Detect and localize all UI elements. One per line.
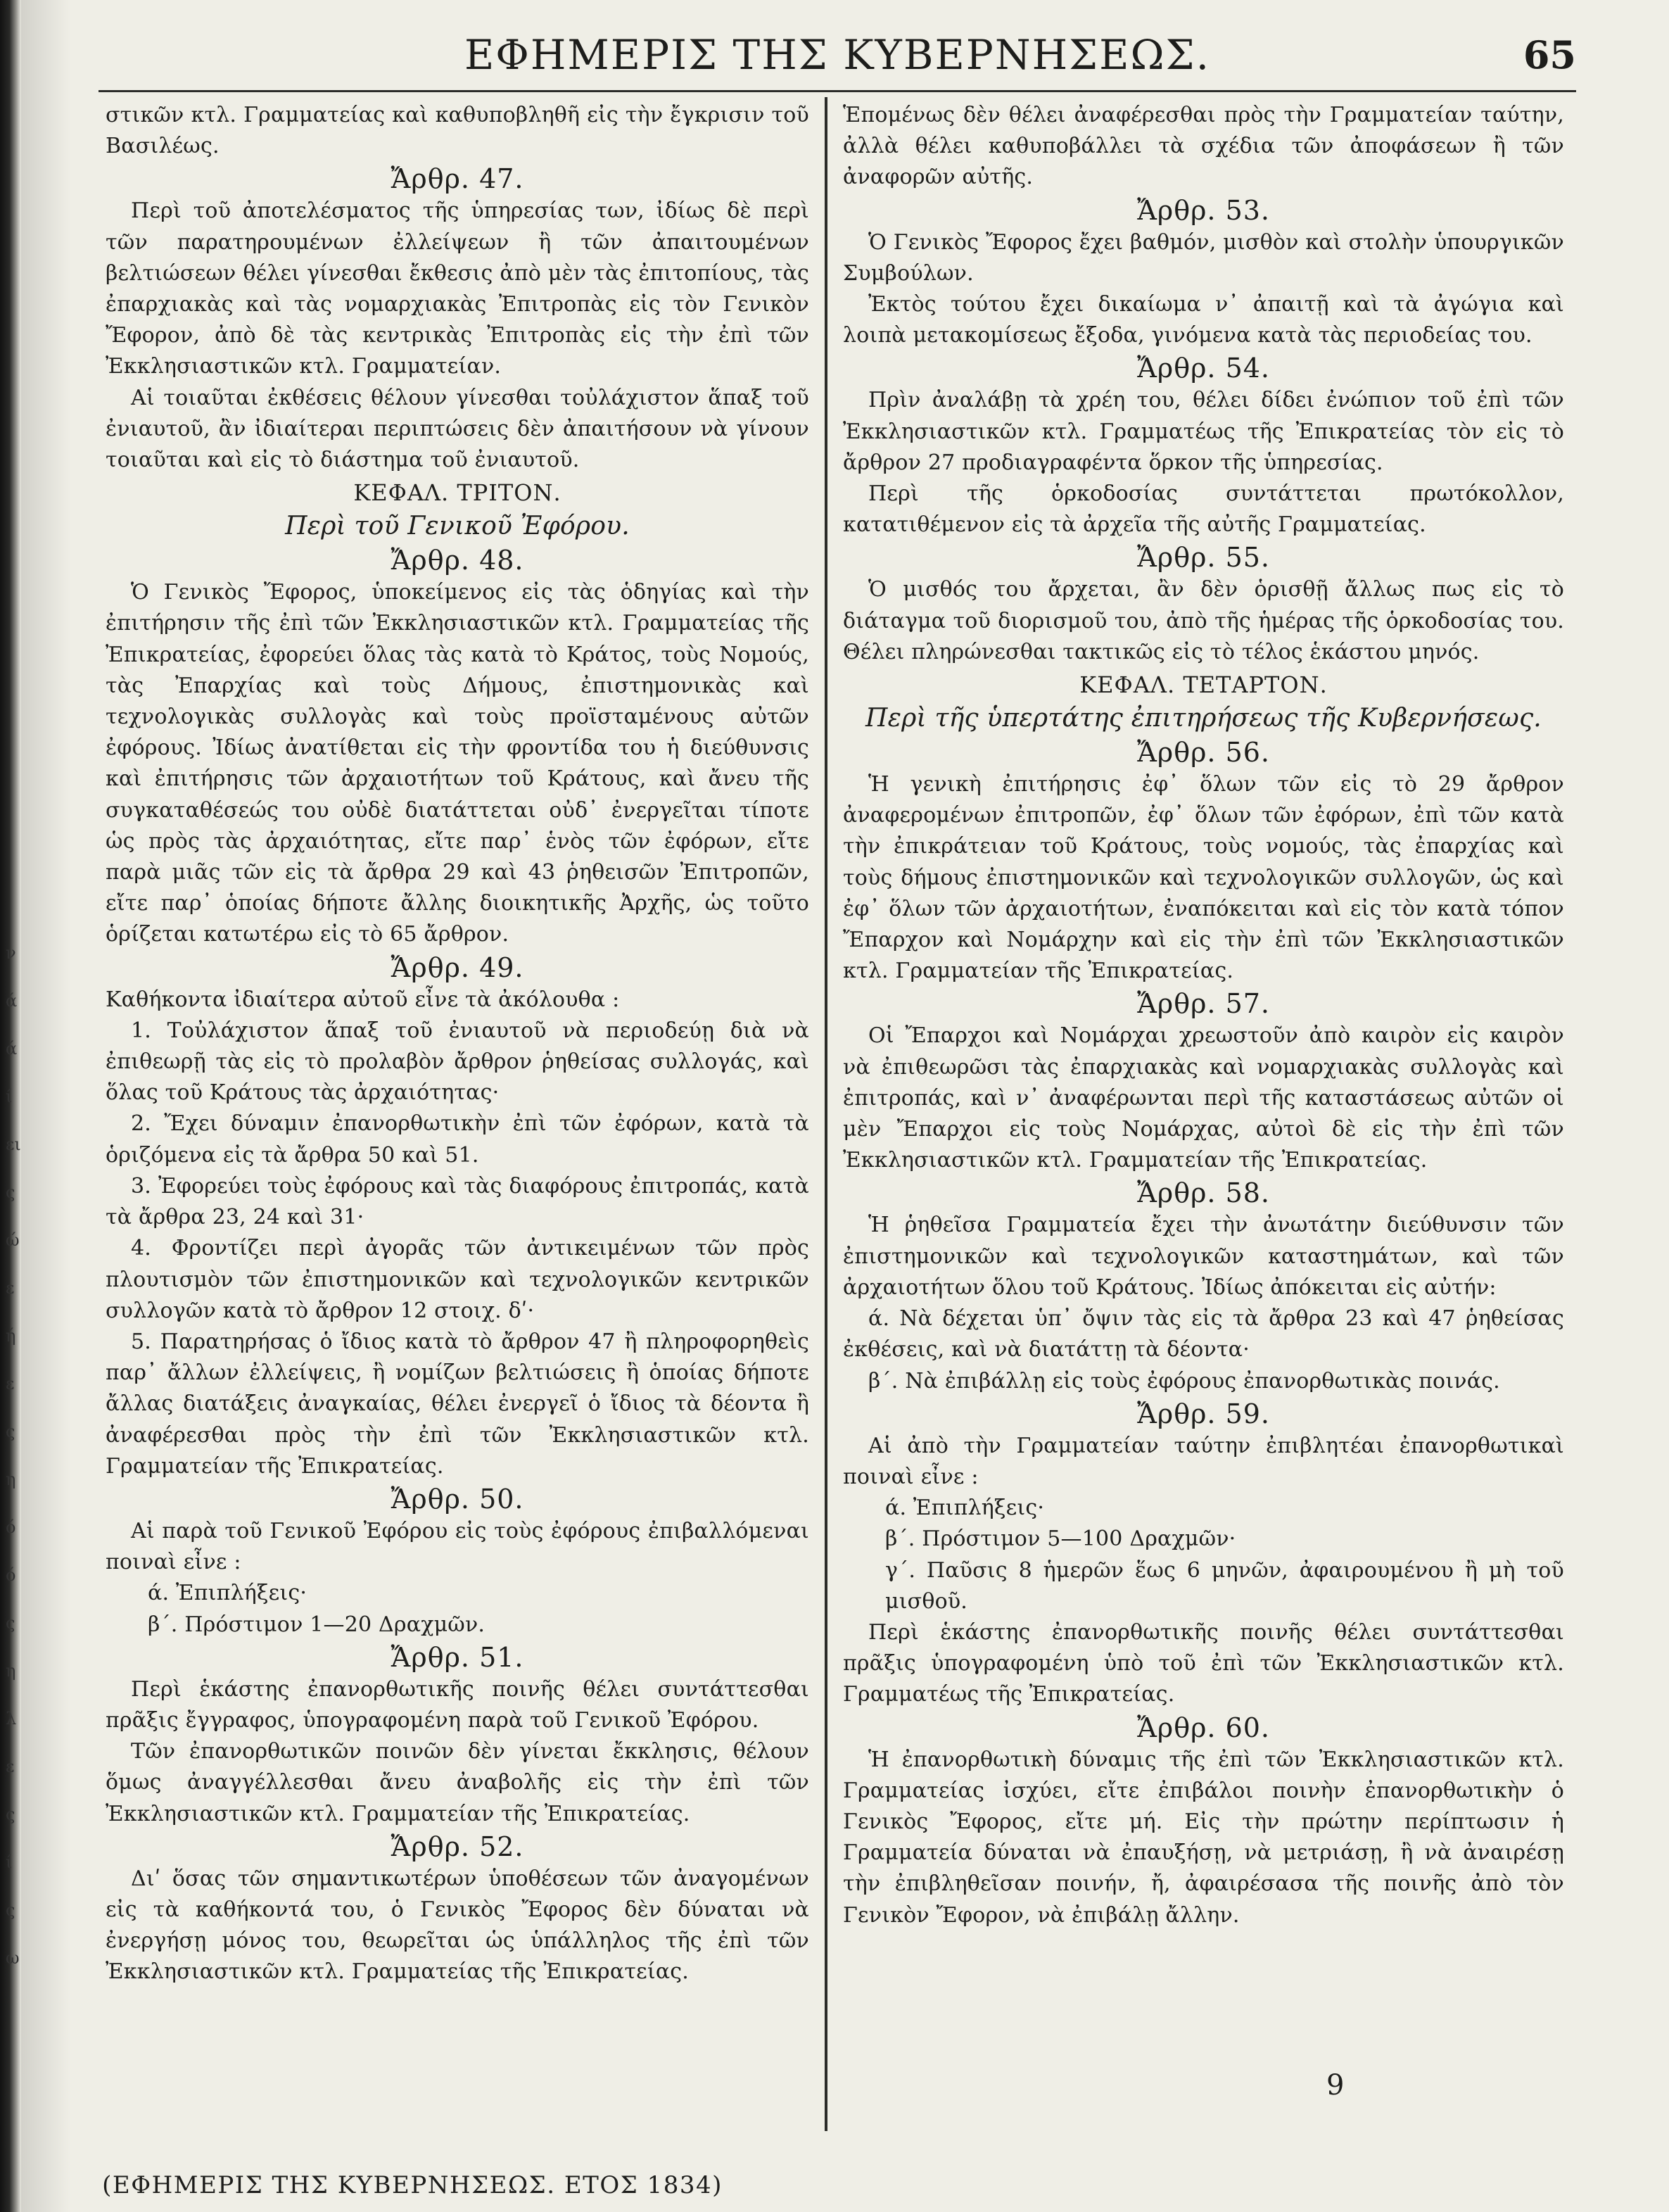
paragraph: Τῶν ἐπανορθωτικῶν ποινῶν δὲν γίνεται ἔκκλησις, θέλουν ὅμως ἀναγγέλλεσθαι ἄνευ ἀναβολῆς εἰς τὴν ἐπὶ τῶν Ἐκκλησιαστικῶν κτλ. Γραμματείαν τῆς Ἐπικρατείας. — [106, 1739, 809, 1826]
paragraph: Αἱ παρὰ τοῦ Γενικοῦ Ἐφόρου εἰς τοὺς ἐφόρους ἐπιβαλλόμεναι ποιναὶ εἶνε : — [106, 1518, 809, 1575]
left-column — [106, 100, 809, 1988]
margin-fragment: ς — [6, 1613, 15, 1633]
margin-fragment: ς — [6, 1422, 15, 1441]
running-title: ΕΦΗΜΕΡΙΣ ΤΗΣ ΚΥΒΕΡΝΗΣΕΩΣ. — [464, 31, 1211, 79]
list-item: γ΄. Παῦσις 8 ἡμερῶν ἕως 6 μηνῶν, ἀφαιρουμένου ἢ μὴ τοῦ μισθοῦ. — [885, 1557, 1564, 1614]
paragraph: Ἡ ῥηθεῖσα Γραμματεία ἔχει τὴν ἀνωτάτην διεύθυνσιν τῶν ἐπιστημονικῶν καὶ τεχνολογικῶν καταστημάτων, καὶ τῶν ἀρχαιοτήτων ὅλου τοῦ Κράτους. Ἰδίως ἀπόκειται εἰς αὐτήν: — [843, 1213, 1564, 1300]
paragraph: Αἱ ἀπὸ τὴν Γραμματείαν ταύτην ἐπιβλητέαι ἐπανορθωτικαὶ ποιναὶ εἶνε : — [843, 1433, 1564, 1489]
article-heading: Ἄρθρ. 52. — [391, 1831, 524, 1862]
margin-fragment: ε — [6, 1278, 15, 1298]
paragraph: Ἡ ἐπανορθωτικὴ δύναμις τῆς ἐπὶ τῶν Ἐκκλησιαστικῶν κτλ. Γραμματείας ἰσχύει, εἴτε ἐπιβάλοι ποινὴν ἐπανορθωτικὴν ὁ Γενικὸς Ἔφορος, εἴτε μή. Εἰς τὴν πρώτην περίπτωσιν ἡ Γραμματεία δύναται νὰ ἐπαυξήσῃ, νὰ μετριάσῃ, ἢ νὰ ἀναιρέσῃ τὴν ἐπιβληθεῖσαν ποινήν, ἤ, ἀφαιρέσασα τῆς ποινῆς ἀπὸ τὸν Γενικὸν Ἔφορον, νὰ ἐπιβάλῃ ἄλλην. — [843, 1747, 1564, 1928]
margin-fragment: η — [6, 1470, 16, 1489]
margin-fragment: ό — [6, 1517, 16, 1537]
article-heading: Ἄρθρ. 58. — [1136, 1177, 1271, 1209]
paragraph: Περὶ τοῦ ἀποτελέσματος τῆς ὑπηρεσίας των, ἰδίως δὲ περὶ τῶν παρατηρουμένων ἐλλείψεων ἢ τῶν ἀπαιτουμένων βελτιώσεων θέλει γίνεσθαι ἔκθεσις ἀπὸ μὲν τὰς ἐπιτοπίους, τὰς ἐπαρχιακὰς καὶ τὰς νομαρχιακὰς Ἐπιτροπὰς εἰς τὸν Γενικὸν Ἔφορον, ἀπὸ δὲ τὰς κεντρικὰς Ἐπιτροπὰς εἰς τὴν ἐπὶ τῶν Ἐκκλησιαστικῶν κτλ. Γραμματείαν. — [106, 198, 809, 379]
article-heading: Ἄρθρ. 55. — [1136, 542, 1271, 574]
article-heading: Ἄρθρ. 48. — [391, 545, 524, 576]
margin-fragment: ν — [6, 943, 16, 963]
margin-fragment: ό — [6, 1565, 16, 1585]
paragraph: 2. Ἔχει δύναμιν ἐπανορθωτικὴν ἐπὶ τῶν ἐφόρων, κατὰ τὰ ὁριζόμενα εἰς τὰ ἄρθρα 50 καὶ 51. — [106, 1111, 809, 1168]
paragraph: 4. Φροντίζει περὶ ἀγορᾶς τῶν ἀντικειμένων τῶν πρὸς πλουτισμὸν τῶν ἐπιστημονικῶν καὶ τεχνολογικῶν κεντρικῶν συλλογῶν κατὰ τὸ ἄρθρον 12 στοιχ. δʹ· — [106, 1236, 809, 1323]
margin-fragment: ά — [6, 991, 18, 1011]
paragraph: β΄. Νὰ ἐπιβάλλῃ εἰς τοὺς ἐφόρους ἐπανορθωτικὰς ποινάς. — [868, 1368, 1500, 1393]
article-heading: Ἄρθρ. 60. — [1136, 1712, 1271, 1743]
chapter-subtitle: Περὶ τοῦ Γενικοῦ Ἐφόρου. — [285, 512, 630, 541]
margin-fragment: ς — [6, 1182, 15, 1202]
page-header — [99, 24, 1576, 87]
paragraph: Αἱ τοιαῦται ἐκθέσεις θέλουν γίνεσθαι τοὐλάχιστον ἅπαξ τοῦ ἐνιαυτοῦ, ἂν ἰδιαίτεραι περιπτώσεις δὲν ἀπαιτήσουν νὰ γίνουν τοιαῦται καὶ εἰς τὸ διάστημα τοῦ ἐνιαυτοῦ. — [106, 385, 809, 473]
article-heading: Ἄρθρ. 51. — [391, 1641, 524, 1673]
margin-fragment: ή — [6, 1326, 16, 1346]
margin-fragment: ς — [6, 1805, 15, 1824]
margin-fragment: ά — [6, 1039, 18, 1058]
margin-fragment: ώ — [6, 1230, 20, 1250]
enumerated-list — [843, 1493, 1564, 1617]
list-item: β΄. Πρόστιμον 5—100 Δραχμῶν· — [885, 1527, 1236, 1552]
right-column — [843, 100, 1564, 1931]
header-rule — [99, 90, 1576, 92]
list-item: ά. Ἐπιπλήξεις· — [885, 1496, 1045, 1521]
gutter-shadow — [21, 0, 70, 2212]
paragraph: Περὶ τῆς ὁρκοδοσίας συντάττεται πρωτόκολλον, κατατιθέμενον εἰς τὰ ἀρχεῖα τῆς αὐτῆς Γραμματείας. — [843, 481, 1564, 538]
chapter-heading: ΚΕΦΑΛ. ΤΕΤΑΡΤΟΝ. — [1079, 671, 1328, 699]
paragraph: Οἱ Ἔπαρχοι καὶ Νομάρχαι χρεωστοῦν ἀπὸ καιρὸν εἰς καιρὸν νὰ ἐπιθεωρῶσι τὰς ἐπαρχιακὰς καὶ νομαρχιακὰς συλλογὰς καὶ ἐπιτροπάς, καὶ ν᾽ ἀναφέρωνται περὶ τῆς καταστάσεως αὐτῶν οἱ μὲν Ἔπαρχοι εἰς τοὺς Νομάρχας, αὐτοὶ δὲ εἰς τὴν ἐπὶ τῶν Ἐκκλησιαστικῶν κτλ. Γραμματείαν τῆς Ἐπικρατείας. — [843, 1023, 1564, 1173]
article-heading: Ἄρθρ. 59. — [1136, 1398, 1271, 1429]
paragraph: Ἡ γενικὴ ἐπιτήρησις ἐφ᾽ ὅλων τῶν εἰς τὸ 29 ἄρθρον ἀναφερομένων ἐπιτροπῶν, ἐφ᾽ ὅλων τῶν ἐφόρων, ἐπὶ τῶν κατὰ τὴν ἐπικράτειαν τοῦ Κράτους, τοὺς νομούς, τὰς ἐπαρχίας καὶ τοὺς δήμους ἐπιστημονικῶν καὶ τεχνολογικῶν συλλογῶν, ὡς καὶ ἐφ᾽ ὅλων τῶν ἀρχαιοτήτων, ἐναπόκειται καὶ εἰς τὸν κατὰ τόπον Ἔπαρχον καὶ Νομάρχην καὶ εἰς τὴν ἐπὶ τῶν Ἐκκλησιαστικῶν κτλ. Γραμματείαν τῆς Ἐπικρατείας. — [843, 772, 1564, 984]
adjacent-page-fragments — [6, 929, 24, 1982]
paragraph: Διʹ ὅσας τῶν σημαντικωτέρων ὑποθέσεων τῶν ἀναγομένων εἰς τὰ καθήκοντά του, ὁ Γενικὸς Ἔφορος δὲν δύναται νὰ ἐνεργήσῃ μόνος του, θεωρεῖται ὡς ὑπάλληλος τῆς ἐπὶ τῶν Ἐκκλησιαστικῶν κτλ. Γραμματείας τῆς Ἐπικρατείας. — [106, 1866, 809, 1985]
column-divider — [825, 97, 827, 2131]
paragraph: Ὁ Γενικὸς Ἔφορος, ὑποκείμενος εἰς τὰς ὁδηγίας καὶ τὴν ἐπιτήρησιν τῆς ἐπὶ τῶν Ἐκκλησιαστικῶν κτλ. Γραμματείας τῆς Ἐπικρατείας, ἐφορεύει ὅλας τὰς κατὰ τὸ Κράτος, τοὺς Νομούς, τὰς Ἐπαρχίας καὶ τοὺς Δήμους, ἐπιστημονικὰς καὶ τεχνολογικὰς συλλογὰς καὶ τοὺς προϊσταμένους αὐτῶν ἐφόρους. Ἰδίως ἀνατίθεται εἰς τὴν φροντίδα του ἡ διεύθυνσις καὶ ἐπιτήρησις τῶν ἀρχαιοτήτων τοῦ Κράτους, καὶ ἄνευ τῆς συγκαταθέσεώς του οὐδὲ διατάττεται οὐδ᾽ ἐνεργεῖται τίποτε ὡς πρὸς τὰς ἀρχαιότητας, εἴτε παρ᾽ ἑνὸς τῶν ἐφόρων, εἴτε παρὰ μιᾶς τῶν εἰς τὰ ἄρθρα 29 καὶ 43 ῥηθεισῶν Ἐπιτροπῶν, εἴτε παρ᾽ ὁποίας δήποτε ἄλλης διοικητικῆς Ἀρχῆς, ὡς τοῦτο ὁρίζεται κατωτέρω εἰς τὸ 65 ἄρθρον. — [106, 580, 809, 947]
article-heading: Ἄρθρ. 49. — [391, 952, 524, 983]
margin-fragment: ς — [6, 1900, 15, 1920]
article-heading: Ἄρθρ. 47. — [391, 163, 524, 195]
margin-fragment: ε — [6, 1757, 15, 1776]
continued-paragraph: στικῶν κτλ. Γραμματείας καὶ καθυποβληθῆ εἰς τὴν ἔγκρισιν τοῦ Βασιλέως. — [106, 103, 809, 159]
paragraph: Ὁ μισθός του ἄρχεται, ἂν δὲν ὁρισθῇ ἄλλως πως εἰς τὸ διάταγμα τοῦ διορισμοῦ του, ἀπὸ τῆς ἡμέρας τῆς ὁρκοδοσίας του. Θέλει πληρώνεσθαι τακτικῶς εἰς τὸ τέλος ἑκάστου μηνός. — [843, 577, 1564, 664]
signature-mark: 9 — [1326, 2069, 1345, 2102]
article-heading: Ἄρθρ. 53. — [1136, 194, 1271, 226]
imprint-line: (ΕΦΗΜΕΡΙΣ ΤΗΣ ΚΥΒΕΡΝΗΣΕΩΣ. ΕΤΟΣ 1834) — [102, 2171, 723, 2199]
margin-fragment: ε — [6, 1374, 15, 1393]
paragraph: Καθήκοντα ἰδιαίτερα αὐτοῦ εἶνε τὰ ἀκόλουθα : — [106, 987, 620, 1012]
article-heading: Ἄρθρ. 50. — [391, 1483, 524, 1515]
chapter-heading: ΚΕΦΑΛ. ΤΡΙΤΟΝ. — [353, 479, 561, 507]
paragraph: 5. Παρατηρήσας ὁ ἴδιος κατὰ τὸ ἄρθρον 47 ἢ πληροφορηθεὶς παρ᾽ ἄλλων ἐλλείψεις, ἢ νομίζων βελτιώσεις ἢ ὁποίας δήποτε ἄλλας διατάξεις ἀναγκαίας, θέλει ἐνεργεῖ ὁ ἴδιος τὰ δέοντα ἢ ἀναφέρεσθαι πρὸς τὴν ἐπὶ τῶν Ἐκκλησιαστικῶν κτλ. Γραμματείαν τῆς Ἐπικρατείας. — [106, 1329, 809, 1479]
margin-fragment: ει — [6, 1135, 21, 1154]
article-heading: Ἄρθρ. 57. — [1136, 988, 1271, 1020]
chapter-subtitle: Περὶ τῆς ὑπερτάτης ἐπιτηρήσεως τῆς Κυβερνήσεως. — [865, 704, 1542, 733]
paragraph: Περὶ ἑκάστης ἐπανορθωτικῆς ποινῆς θέλει συντάττεσθαι πρᾶξις ἔγγραφος, ὑπογραφομένη παρὰ τοῦ Γενικοῦ Ἐφόρου. — [106, 1676, 809, 1733]
paragraph: Ὁ Γενικὸς Ἔφορος ἔχει βαθμόν, μισθὸν καὶ στολὴν ὑπουργικῶν Συμβούλων. — [843, 229, 1564, 286]
margin-fragment: ί — [6, 1087, 13, 1106]
paragraph: Περὶ ἑκάστης ἐπανορθωτικῆς ποινῆς θέλει συντάττεσθαι πρᾶξις ὑπογραφομένη ὑπὸ τοῦ ἐπὶ τῶν Ἐκκλησιαστικῶν κτλ. Γραμματέως τῆς Ἐπικρατείας. — [843, 1619, 1564, 1707]
paragraph: ά. Νὰ δέχεται ὑπ᾽ ὄψιν τὰς εἰς τὰ ἄρθρα 23 καὶ 47 ῥηθείσας ἐκθέσεις, καὶ νὰ διατάττῃ τὰ δέοντα· — [843, 1306, 1564, 1363]
list-item: β΄. Πρόστιμον 1—20 Δραχμῶν. — [148, 1612, 486, 1637]
enumerated-list — [106, 1578, 809, 1640]
list-item: ά. Ἐπιπλήξεις· — [148, 1581, 307, 1606]
margin-fragment: ί — [6, 1852, 13, 1872]
margin-fragment: η — [6, 1661, 16, 1681]
article-heading: Ἄρθρ. 56. — [1136, 737, 1271, 769]
paragraph: 3. Ἐφορεύει τοὺς ἐφόρους καὶ τὰς διαφόρους ἐπιτροπάς, κατὰ τὰ ἄρθρα 23, 24 καὶ 31· — [106, 1173, 809, 1230]
margin-fragment: ω — [6, 1948, 20, 1968]
paragraph: Πρὶν ἀναλάβῃ τὰ χρέη του, θέλει δίδει ἐνώπιον τοῦ ἐπὶ τῶν Ἐκκλησιαστικῶν κτλ. Γραμματέως τῆς Ἐπικρατείας τὸν εἰς τὸ ἄρθρον 27 προδιαγραφέντα ὅρκον τῆς ὑπηρεσίας. — [843, 388, 1564, 475]
paragraph: Ἐκτὸς τούτου ἔχει δικαίωμα ν᾽ ἀπαιτῇ καὶ τὰ ἀγώγια καὶ λοιπὰ μετακομίσεως ἔξοδα, γινόμενα κατὰ τὰς περιοδείας του. — [843, 292, 1564, 348]
margin-fragment: λ — [6, 1709, 17, 1728]
article-heading: Ἄρθρ. 54. — [1136, 353, 1271, 384]
paragraph: 1. Τοὐλάχιστον ἅπαξ τοῦ ἐνιαυτοῦ νὰ περιοδεύῃ διὰ νὰ ἐπιθεωρῇ τὰς εἰς τὸ προλαβὸν ἄρθρον ῥηθείσας συλλογάς, καὶ ὅλας τοῦ Κράτους τὰς ἀρχαιότητας· — [106, 1018, 809, 1106]
page-number: 65 — [1523, 32, 1576, 77]
continued-paragraph: Ἑπομένως δὲν θέλει ἀναφέρεσθαι πρὸς τὴν Γραμματείαν ταύτην, ἀλλὰ θέλει καθυποβάλλει τὰ σχέδια τῶν ἀποφάσεων ἢ τῶν ἀναφορῶν αὐτῆς. — [843, 103, 1564, 190]
